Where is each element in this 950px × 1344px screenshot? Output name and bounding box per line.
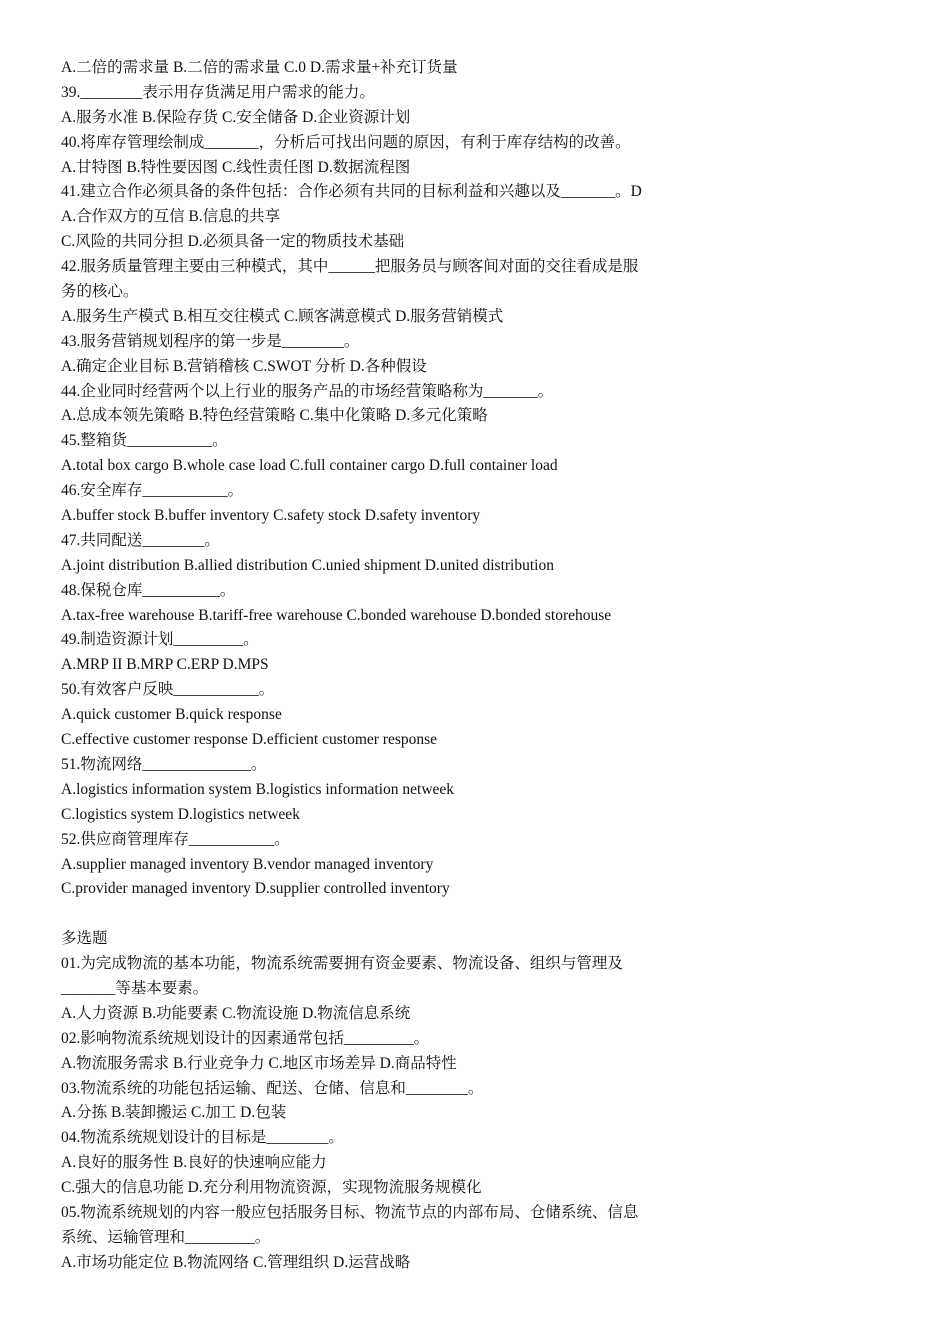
options-39: A.服务水准 B.保险存货 C.安全储备 D.企业资源计划 — [61, 108, 411, 126]
question-44: 44.企业同时经营两个以上行业的服务产品的市场经营策略称为_______。 — [61, 382, 554, 400]
question-m01: 01.为完成物流的基本功能，物流系统需要拥有资金要素、物流设备、组织与管理及 — [61, 955, 623, 973]
options-50-a: A.quick customer B.quick response — [61, 706, 282, 724]
question-45: 45.整箱货___________。 — [61, 432, 228, 450]
section-heading: 多选题 — [61, 930, 108, 948]
question-52: 52.供应商管理库存___________。 — [61, 830, 290, 848]
question-49: 49.制造资源计划_________。 — [61, 631, 259, 649]
options-51-a: A.logistics information system B.logistics information netweek — [61, 780, 455, 798]
question-m02: 02.影响物流系统规划设计的因素通常包括_________。 — [61, 1029, 430, 1047]
question-m05-cont: 系统、运输管理和_________。 — [61, 1228, 271, 1246]
options-m05: A.市场功能定位 B.物流网络 C.管理组织 D.运营战略 — [61, 1253, 411, 1271]
question-m03: 03.物流系统的功能包括运输、配送、仓储、信息和________。 — [61, 1079, 484, 1097]
blank-line — [61, 902, 701, 927]
question-m04: 04.物流系统规划设计的目标是________。 — [61, 1129, 344, 1147]
options-m02: A.物流服务需求 B.行业竞争力 C.地区市场差异 D.商品特性 — [61, 1054, 457, 1072]
question-40: 40.将库存管理绘制成_______，分析后可找出问题的原因，有利于库存结构的改善。 — [61, 133, 631, 151]
question-m05: 05.物流系统规划的内容一般应包括服务目标、物流节点的内部布局、仓储系统、信息 — [61, 1203, 639, 1221]
options-47: A.joint distribution B.allied distribution C.unied shipment D.united distribution — [61, 556, 554, 574]
options-42: A.服务生产模式 B.相互交往模式 C.顾客满意模式 D.服务营销模式 — [61, 307, 504, 325]
options-48: A.tax-free warehouse B.tariff-free warehouse C.bonded warehouse D.bonded storehouse — [61, 606, 612, 624]
options-41-b: C.风险的共同分担 D.必须具备一定的物质技术基础 — [61, 233, 405, 251]
question-51: 51.物流网络______________。 — [61, 755, 267, 773]
options-52-b: C.provider managed inventory D.supplier controlled inventory — [61, 880, 450, 898]
question-43: 43.服务营销规划程序的第一步是________。 — [61, 332, 360, 350]
options-43: A.确定企业目标 B.营销稽核 C.SWOT 分析 D.各种假设 — [61, 357, 427, 375]
options-m04-a: A.良好的服务性 B.良好的快速响应能力 — [61, 1154, 327, 1172]
question-46: 46.安全库存___________。 — [61, 482, 244, 500]
options-44: A.总成本领先策略 B.特色经营策略 C.集中化策略 D.多元化策略 — [61, 407, 488, 425]
options-50-b: C.effective customer response D.efficient customer response — [61, 731, 438, 749]
question-50: 50.有效客户反映___________。 — [61, 681, 275, 699]
question-42-cont: 务的核心。 — [61, 283, 139, 301]
options-52-a: A.supplier managed inventory B.vendor managed inventory — [61, 855, 434, 873]
options-m03: A.分拣 B.装卸搬运 C.加工 D.包装 — [61, 1104, 287, 1122]
options-51-b: C.logistics system D.logistics netweek — [61, 805, 300, 823]
options-45: A.total box cargo B.whole case load C.full container cargo D.full container load — [61, 457, 558, 475]
question-39: 39.________表示用存货满足用户需求的能力。 — [61, 83, 375, 101]
options-41-a: A.合作双方的互信 B.信息的共享 — [61, 208, 281, 226]
options-46: A.buffer stock B.buffer inventory C.safety stock D.safety inventory — [61, 507, 481, 525]
options-40: A.甘特图 B.特性要因图 C.线性责任图 D.数据流程图 — [61, 158, 411, 176]
question-m01-cont: _______等基本要素。 — [61, 979, 209, 997]
question-47: 47.共同配送________。 — [61, 531, 220, 549]
text-line: A.二倍的需求量 B.二倍的需求量 C.0 D.需求量+补充订货量 — [61, 59, 458, 76]
options-m04-b: C.强大的信息功能 D.充分利用物流资源，实现物流服务规模化 — [61, 1179, 482, 1197]
document-page — [61, 56, 701, 1276]
options-m01: A.人力资源 B.功能要素 C.物流设施 D.物流信息系统 — [61, 1004, 411, 1022]
question-42: 42.服务质量管理主要由三种模式，其中______把服务员与顾客间对面的交往看成是服 — [61, 258, 639, 276]
question-48: 48.保税仓库__________。 — [61, 581, 236, 599]
question-41: 41.建立合作必须具备的条件包括：合作必须有共同的目标利益和兴趣以及_______。D — [61, 183, 642, 201]
options-49: A.MRP II B.MRP C.ERP D.MPS — [61, 656, 269, 674]
